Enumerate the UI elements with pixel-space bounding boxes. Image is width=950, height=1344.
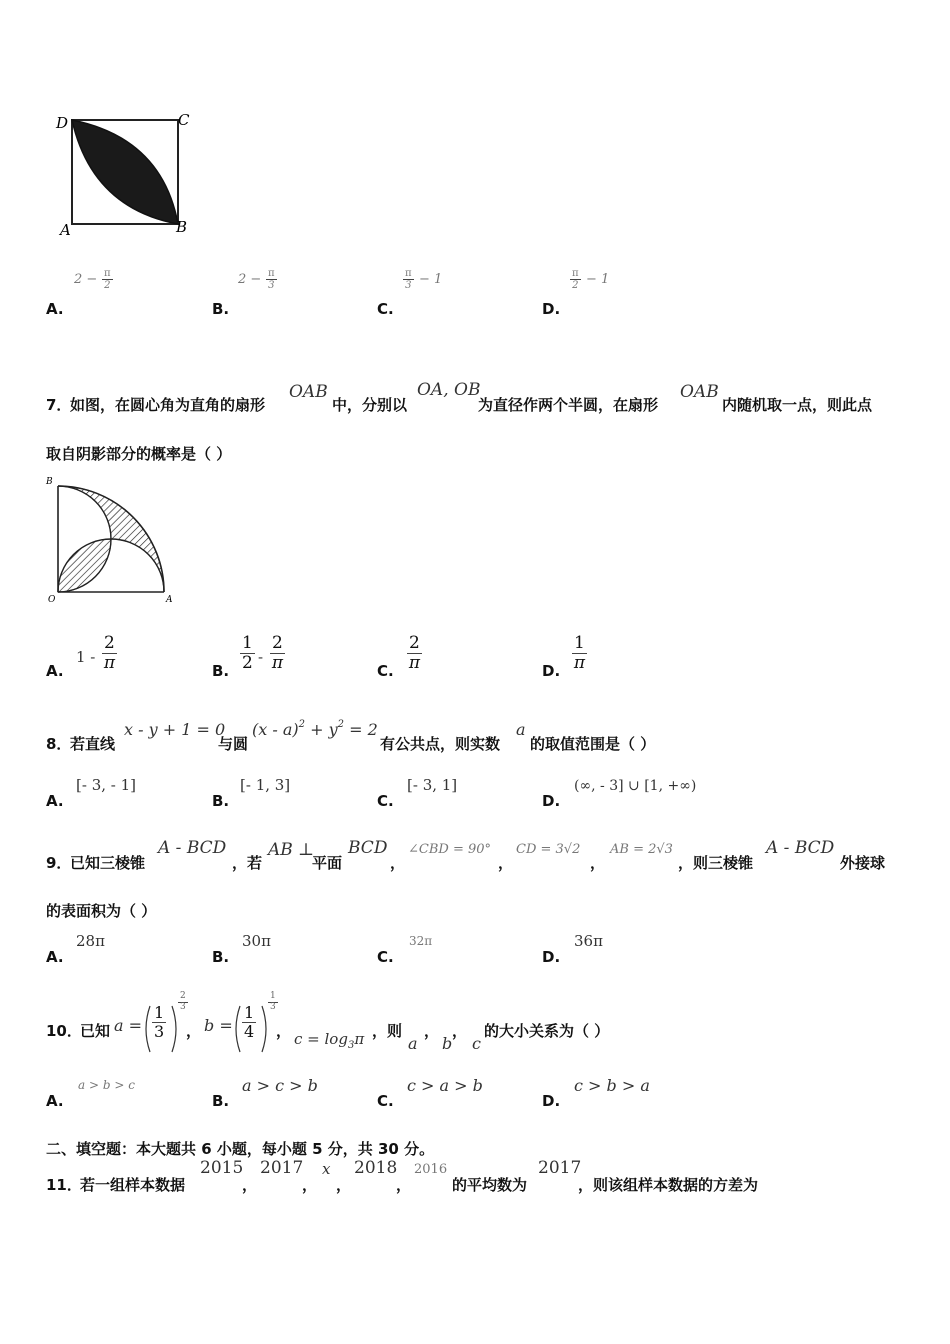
q6-a-fraction [102, 268, 113, 291]
q9-stem: 9． 已知三棱锥 A - BCD ，若 AB ⊥ 平面 BCD ， ∠CBD = 90° ， CD = 3√2 ， AB = 2√3 ，则三棱锥 A - BCD 外接球 [46, 838, 886, 872]
q10-text-3: 的大小关系为（ ） [484, 1022, 610, 1040]
q11-text-3: ，则该组样本数据的方差为 [578, 1176, 759, 1194]
q6-b-op: − [250, 272, 262, 287]
q8-c-label: C. [377, 792, 394, 810]
q11-text-1: 若一组样本数据 [80, 1176, 186, 1194]
q8-option-c[interactable] [377, 776, 527, 810]
q10-option-d[interactable] [542, 1076, 692, 1110]
q10-a-exp-num: 2 [180, 991, 186, 1001]
q8-b-label: B. [212, 792, 230, 810]
q8-line-eq: x - y + 1 = 0 [124, 720, 226, 739]
q7-c-den: π [408, 652, 420, 673]
q9-option-c[interactable] [377, 932, 497, 966]
q6-a-num: π [104, 268, 111, 279]
q10-a-lhs: a = [114, 1016, 143, 1035]
q9-text-3: 平面 [312, 854, 343, 872]
q6-a-label: A. [46, 300, 64, 318]
vertex-label-D: D [56, 114, 69, 132]
q7-b-label: B. [212, 662, 230, 680]
q6-d-fraction [570, 268, 581, 291]
q6-c-tail: − 1 [419, 272, 443, 287]
q11-number: 11． [46, 1176, 82, 1194]
q9-c-content: 32π [409, 934, 433, 948]
q6-c-fraction [403, 268, 414, 291]
q11-mean: 2017 [538, 1158, 582, 1178]
q11-stem: 11． 若一组样本数据 2015 ， 2017 ， x ， 2018 ， 2016 的平均数为 2017 ，则该组样本数据的方差为 [46, 1158, 759, 1194]
q6-b-label: B. [212, 300, 230, 318]
q9-c-label: C. [377, 948, 394, 966]
q8-text-4: 的取值范围是（ ） [530, 735, 656, 753]
q7-option-b[interactable] [212, 634, 342, 684]
q10-d-content: c > b > a [574, 1076, 650, 1095]
q7-b-num2: 2 [272, 633, 283, 653]
q10-a-fraction [152, 1004, 166, 1040]
q7-b-num1: 1 [242, 633, 253, 653]
q7-b-den1: 2 [242, 652, 253, 673]
q6-c-label: C. [377, 300, 394, 318]
q6-option-c[interactable] [377, 268, 497, 318]
q6-d-label: D. [542, 300, 561, 318]
q6-option-d[interactable] [542, 268, 662, 318]
q7-b-op: - [258, 648, 264, 666]
q7-option-a[interactable] [46, 634, 176, 684]
q7-a-fraction [102, 634, 117, 672]
q11-value-1: 2015 [200, 1158, 244, 1178]
q9-d-label: D. [542, 948, 561, 966]
q8-text-2: 与圆 [218, 735, 249, 753]
q6-b-num: π [268, 268, 275, 279]
q7-d-label: D. [542, 662, 561, 680]
q10-b-exp-num: 1 [270, 991, 276, 1001]
q8-b-content: [- 1, 3] [240, 776, 291, 794]
q9-cd-length: CD = 3√2 [516, 842, 581, 857]
q7-d-num: 1 [574, 633, 585, 653]
q9-tetra-1: A - BCD [158, 838, 227, 858]
q10-a-num: 1 [154, 1003, 165, 1022]
section-2-title: 二、填空题：本大题共 6 小题，每小题 5 分，共 30 分。 [46, 1140, 435, 1158]
q7-b-fraction-1 [240, 634, 255, 672]
q9-text-2: ，若 [232, 854, 263, 872]
q8-circle-term-2: + y [305, 720, 338, 739]
q10-var-b: b [442, 1034, 453, 1053]
q9-ab-perp: AB ⊥ [268, 840, 315, 860]
vertex-label-B: B [176, 218, 188, 236]
q10-c-base: 3 [347, 1040, 355, 1051]
q10-b-den: 4 [244, 1021, 255, 1041]
q7-a-prefix: 1 - [76, 648, 96, 666]
q7-text-4: 内随机取一点，则此点 [722, 396, 873, 414]
q10-option-a[interactable] [46, 1076, 196, 1110]
q9-text-5: 外接球 [840, 854, 886, 872]
q10-c-expr [294, 1030, 365, 1051]
q7-math-oa-ob: OA, OB [417, 380, 481, 400]
q8-option-b[interactable] [212, 776, 362, 810]
q10-text-2: ，则 [372, 1022, 403, 1040]
q10-option-c[interactable] [377, 1076, 527, 1110]
q10-c-label: C. [377, 1092, 394, 1110]
q10-b-label: B. [212, 1092, 230, 1110]
q8-circle-term-3: = 2 [344, 720, 378, 739]
q7-number: 7． [46, 396, 72, 414]
q7-math-oab-1: OAB [289, 382, 328, 402]
q7-stem [46, 380, 906, 414]
q10-c-arg: π [354, 1030, 365, 1048]
q8-stem [46, 719, 906, 753]
q8-sq-1: 2 [298, 719, 305, 730]
q6-a-whole: 2 [74, 272, 83, 287]
q7-fig-label-O: O [48, 595, 56, 605]
q10-number: 10． [46, 1022, 82, 1040]
q8-a-content: [- 3, - 1] [76, 776, 136, 794]
q9-d-content: 36π [574, 932, 603, 950]
q10-var-c: c [472, 1034, 481, 1053]
q9-tetra-2: A - BCD [766, 838, 835, 858]
q7-fig-label-A: A [166, 595, 173, 605]
q10-a-exp-den: 3 [180, 1001, 186, 1012]
q8-sq-2: 2 [337, 719, 344, 730]
q7-line-2: 取自阴影部分的概率是（ ） [46, 445, 232, 463]
q6-d-tail: − 1 [586, 272, 610, 287]
q9-option-a[interactable] [46, 932, 166, 966]
q9-text-1: 已知三棱锥 [70, 854, 146, 872]
q9-option-d[interactable] [542, 932, 662, 966]
q7-c-fraction [407, 634, 422, 672]
q9-b-content: 30π [242, 932, 271, 950]
vertex-label-A: A [60, 221, 71, 239]
q7-c-label: C. [377, 662, 394, 680]
figure-quarter-circle [44, 472, 184, 606]
q11-value-4: 2018 [354, 1158, 398, 1178]
q6-c-num: π [405, 268, 412, 279]
q7-text-2: 中，分别以 [332, 396, 408, 414]
q10-text-1: 已知 [80, 1022, 111, 1040]
q7-b-den2: π [271, 652, 283, 673]
q9-angle-cbd: ∠CBD = 90° [408, 842, 492, 857]
q8-var-a: a [516, 720, 526, 739]
q9-line-2: 的表面积为（ ） [46, 902, 157, 920]
q10-var-a: a [408, 1034, 418, 1053]
q7-option-c[interactable] [377, 634, 507, 684]
q8-d-content: (∞, - 3] ∪ [1, +∞) [574, 778, 697, 794]
q9-a-label: A. [46, 948, 64, 966]
q9-option-b[interactable] [212, 932, 332, 966]
q10-option-b[interactable] [212, 1076, 362, 1110]
q7-a-num: 2 [104, 633, 115, 653]
q8-option-a[interactable] [46, 776, 196, 810]
q6-b-fraction [266, 268, 277, 291]
q10-c-log: c = log [294, 1030, 348, 1048]
q7-d-den: π [573, 652, 585, 673]
q10-b-left-paren [232, 1004, 242, 1054]
q7-option-d[interactable] [542, 634, 672, 684]
q7-fig-label-B: B [46, 477, 53, 487]
q6-a-den: 2 [104, 280, 111, 291]
q10-b-exponent [268, 992, 278, 1013]
q10-a-content: a > b > c [78, 1078, 135, 1092]
q10-a-left-paren [142, 1004, 152, 1054]
q10-a-label: A. [46, 1092, 64, 1110]
q8-text-3: 有公共点，则实数 [380, 735, 501, 753]
q10-stem: 10． 已知 a = $\frac{1}{3}$ $\frac{2}{3}$ ， b = $\frac{1}{4}$ $\frac{1}{3}$ ， $c = \log_3\pi$ ，则 ， ， a b c 的大小关系为（ ） [46, 991, 610, 1053]
q7-a-den: π [103, 652, 115, 673]
q6-b-whole: 2 [238, 272, 247, 287]
q7-math-oab-2: OAB [680, 382, 719, 402]
q7-c-num: 2 [409, 633, 420, 653]
q9-b-label: B. [212, 948, 230, 966]
q9-number: 9． [46, 854, 72, 872]
q8-c-content: [- 3, 1] [407, 776, 458, 794]
q8-circle-term-1: (x - a) [252, 720, 299, 739]
q10-b-content: a > c > b [242, 1076, 318, 1095]
q7-a-label: A. [46, 662, 64, 680]
q10-b-exp-den: 3 [270, 1001, 276, 1012]
q10-b-fraction [242, 1004, 256, 1040]
q11-value-x: x [322, 1160, 331, 1178]
q10-c-content: c > a > b [407, 1076, 483, 1095]
q7-d-fraction [572, 634, 587, 672]
q10-a-exponent [178, 992, 188, 1013]
figure-square-leaf [52, 108, 202, 240]
q9-text-4: ，则三棱锥 [678, 854, 754, 872]
q6-a-op: − [86, 272, 98, 287]
q11-text-2: 的平均数为 [452, 1176, 528, 1194]
q10-d-label: D. [542, 1092, 561, 1110]
q6-d-den: 2 [572, 280, 579, 291]
q8-circle-eq [252, 720, 378, 739]
vertex-label-C: C [178, 111, 190, 129]
q8-text-1: 若直线 [70, 735, 116, 753]
q10-a-den: 3 [154, 1021, 165, 1041]
q6-option-a[interactable] [46, 268, 166, 318]
q6-c-den: 3 [405, 280, 412, 291]
q8-a-label: A. [46, 792, 64, 810]
q9-ab-length: AB = 2√3 [610, 842, 673, 857]
q7-text-3: 为直径作两个半圆，在扇形 [478, 396, 659, 414]
q11-value-5: 2016 [414, 1162, 448, 1177]
q9-a-content: 28π [76, 932, 105, 950]
q8-number: 8． [46, 735, 72, 753]
q6-b-den: 3 [268, 280, 275, 291]
q7-text-1: 如图，在圆心角为直角的扇形 [70, 396, 266, 414]
q8-d-label: D. [542, 792, 561, 810]
q10-b-num: 1 [244, 1003, 255, 1022]
q11-value-2: 2017 [260, 1158, 304, 1178]
q9-plane-bcd: BCD [348, 838, 388, 858]
q6-option-b[interactable] [212, 268, 332, 318]
q6-d-num: π [572, 268, 579, 279]
q10-b-lhs: b = [204, 1016, 233, 1035]
q7-b-fraction-2 [270, 634, 285, 672]
q8-option-d[interactable] [542, 776, 742, 810]
